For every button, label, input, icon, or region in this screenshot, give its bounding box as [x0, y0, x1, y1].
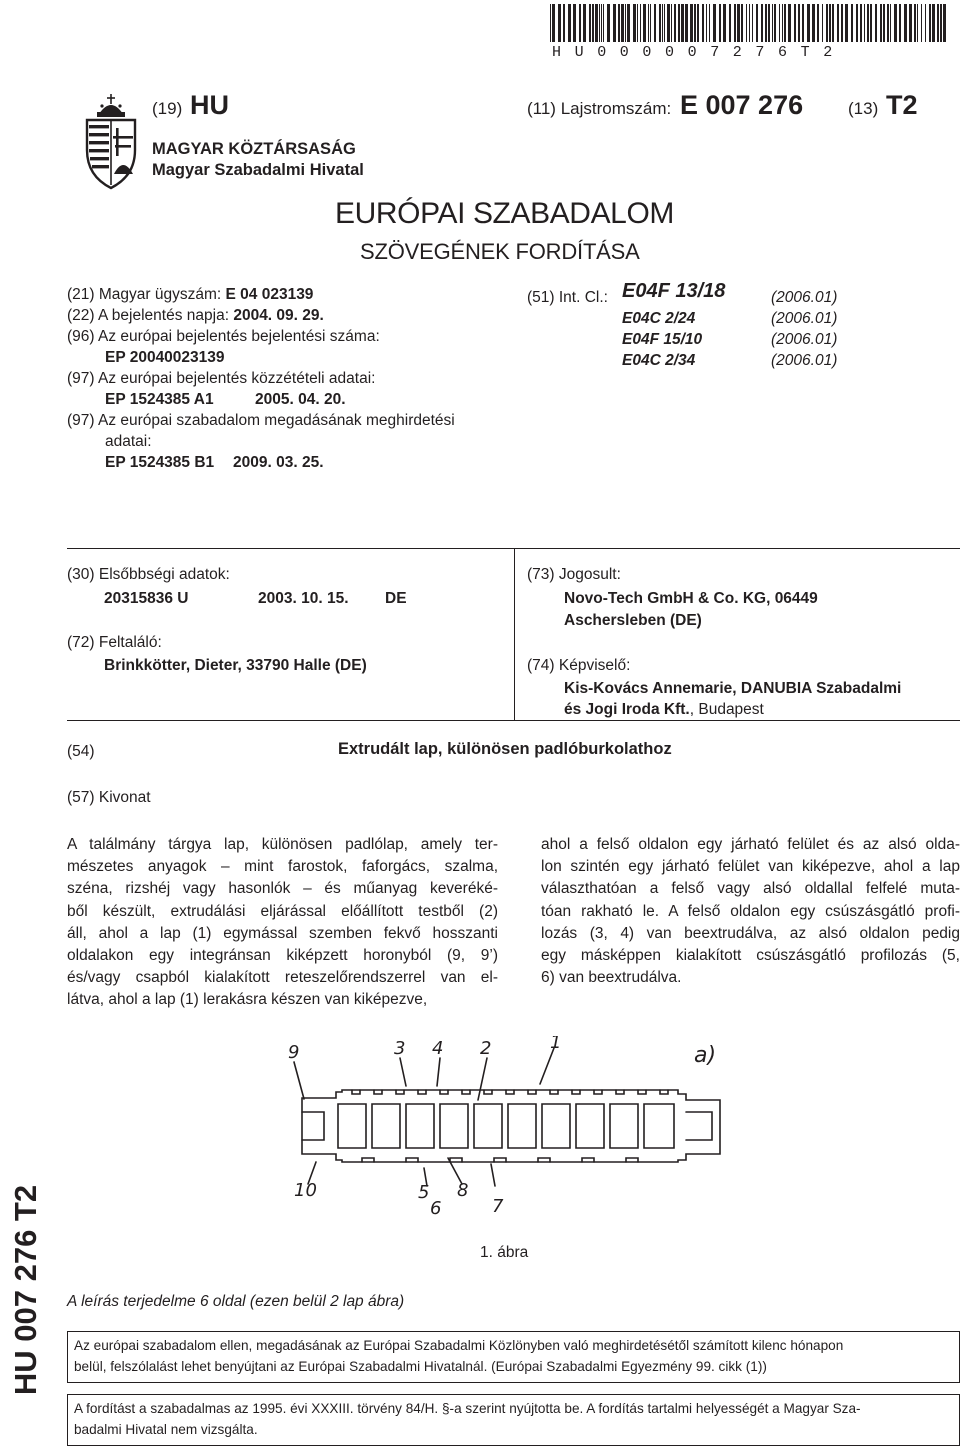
barcode-bar — [563, 4, 565, 42]
figure-view-label: a) — [694, 1043, 717, 1068]
barcode-bar — [719, 4, 721, 42]
figure-drawing — [282, 1036, 748, 1218]
barcode-bar — [909, 4, 912, 42]
org-office: Magyar Szabadalmi Hivatal — [152, 161, 364, 179]
barcode-bar — [887, 4, 889, 42]
figure-numeral: 7 — [492, 1196, 504, 1217]
abstract-line: lozás (3, 4) van beextrudálva, az alsó oldalon pedig — [541, 924, 960, 942]
abstract-line: ből készült, extrudálási eljárással előállított testből (2) — [67, 902, 498, 920]
barcode-bar — [659, 4, 661, 42]
abstract-label: (57) Kivonat — [67, 789, 151, 806]
figure-numeral: 6 — [430, 1198, 442, 1218]
barcode-bar — [845, 4, 848, 42]
barcode-bar — [613, 4, 616, 42]
ipc-date-4: (2006.01) — [771, 352, 838, 369]
barcode-bar — [573, 4, 576, 42]
barcode-bar — [756, 4, 758, 42]
barcode-bar — [618, 4, 620, 42]
ipc-code-1: E04F 13/18 — [622, 280, 726, 302]
figure-numeral: 5 — [418, 1182, 430, 1203]
barcode-bar — [914, 4, 916, 42]
barcode-bar — [603, 4, 604, 42]
figure-numeral: 3 — [394, 1038, 406, 1059]
barcode-bar — [782, 4, 783, 42]
barcode-bar — [837, 4, 839, 42]
barcode-bar — [899, 4, 901, 42]
barcode-bar — [558, 4, 561, 42]
figure-numeral: 10 — [294, 1180, 317, 1201]
org-country: MAGYAR KÖZTÁRSASÁG — [152, 140, 356, 158]
barcode-bar — [917, 4, 918, 42]
barcode-text: HU000007276T2 — [552, 44, 846, 61]
barcode — [548, 4, 948, 42]
barcode-bar — [937, 4, 939, 42]
barcode-bar — [678, 4, 680, 42]
barcode-bar — [674, 4, 676, 42]
representative-line-2 — [564, 699, 764, 720]
barcode-bar — [589, 4, 591, 42]
figure-numeral: 1 — [550, 1036, 562, 1053]
barcode-bar — [870, 4, 872, 42]
barcode-bar — [671, 4, 672, 42]
abstract-line: látva, ahol a lap (1) lerakásra készen van kiképezve, — [67, 991, 428, 1009]
barcode-bar — [822, 4, 823, 42]
barcode-bar — [633, 4, 636, 42]
abstract-line: egy másképpen kialakított csúszásgátló profilozás (5, — [541, 947, 960, 965]
barcode-bar — [817, 4, 819, 42]
barcode-bar — [772, 4, 773, 42]
barcode-bar — [867, 4, 869, 42]
side-document-number: HU 007 276 T2 — [8, 1184, 43, 1396]
representative-label: (74) Képviselő: — [527, 657, 631, 674]
figure-numeral: 2 — [480, 1038, 492, 1059]
ep-grant-number: EP 1524385 B1 — [105, 454, 215, 471]
barcode-bar — [826, 4, 828, 42]
barcode-bar — [690, 4, 693, 42]
barcode-bar — [890, 4, 891, 42]
abstract-line: széna, rizshéj vagy hasonlók – és műanyag keveréké- — [67, 880, 498, 898]
representative-line-1: Kis-Kovács Annemarie, DANUBIA Szabadalmi — [564, 680, 902, 697]
figure-numeral: 9 — [288, 1042, 300, 1063]
barcode-bar — [729, 4, 731, 42]
footer-line: belül, felszólalást lehet benyújtani az Európai Szabadalmi Hivatalnál. (Európai Szabadalmi Egyezmény 99. cikk (1)) — [74, 1359, 767, 1374]
figure-numeral: 8 — [457, 1180, 469, 1201]
barcode-bar — [768, 4, 770, 42]
ipc-date-1: (2006.01) — [771, 289, 838, 306]
ipc-date-3: (2006.01) — [771, 331, 838, 348]
representative-firm: és Jogi Iroda Kft. — [564, 701, 690, 718]
column-divider — [514, 548, 515, 720]
barcode-bar — [798, 4, 800, 42]
priority-label: (30) Elsőbbségi adatok: — [67, 566, 230, 583]
representative-city: , Budapest — [689, 701, 764, 718]
barcode-bar — [832, 4, 834, 42]
barcode-bar — [552, 4, 555, 42]
priority-date: 2003. 10. 15. — [258, 590, 349, 607]
filing-date-row — [67, 305, 455, 326]
barcode-bar — [856, 4, 858, 42]
barcode-bar — [904, 4, 907, 42]
barcode-bar — [883, 4, 885, 42]
country-code: HU — [190, 90, 229, 120]
barcode-bar — [621, 4, 624, 42]
barcode-bar — [583, 4, 586, 42]
country-code-label: (19) — [152, 99, 183, 118]
abstract-column-right — [541, 834, 960, 989]
barcode-bar — [607, 4, 610, 42]
app-number-label: (21) Magyar ügyszám: — [67, 286, 222, 303]
figure-numeral: 4 — [432, 1038, 444, 1059]
barcode-bar — [662, 4, 663, 42]
footer-line: Az európai szabadalom ellen, megadásának az Európai Szabadalmi Közlönyben való meghirdetésétől számított kilenc hónapon — [74, 1338, 844, 1353]
app-number: E 04 023139 — [225, 286, 314, 303]
ep-grant-label-1: (97) Az európai szabadalom megadásának meghirdetési — [67, 412, 455, 429]
barcode-bar — [568, 4, 571, 42]
barcode-bar — [752, 4, 753, 42]
ipc-date-2: (2006.01) — [771, 310, 838, 327]
barcode-bar — [860, 4, 862, 42]
barcode-bar — [681, 4, 684, 42]
barcode-bar — [650, 4, 651, 42]
ipc-code-4: E04C 2/34 — [622, 352, 696, 369]
inventor-value: Brinkkötter, Dieter, 33790 Halle (DE) — [104, 657, 367, 674]
barcode-bar — [943, 4, 946, 42]
bibliographic-data — [67, 284, 455, 473]
opposition-notice — [67, 1331, 960, 1383]
priority-country: DE — [385, 590, 407, 607]
ipc-code-2: E04C 2/24 — [622, 310, 696, 327]
barcode-bar — [741, 4, 743, 42]
abstract-line: mészetes anyagok – mint farostok, faforgács, szalma, — [67, 858, 498, 876]
ep-grant-date: 2009. 03. 25. — [233, 454, 324, 471]
barcode-bar — [807, 4, 810, 42]
barcode-bar — [599, 4, 600, 42]
barcode-bar — [637, 4, 638, 42]
barcode-bar — [940, 4, 942, 42]
abstract-column-left — [67, 834, 498, 1012]
abstract-line: lon szintén egy járható felület van kiképezve, ahol a lap — [541, 858, 960, 876]
barcode-bar — [592, 4, 594, 42]
footer-line: badalmi Hivatal nem vizsgálta. — [74, 1422, 258, 1437]
registry-number-label: (11) Lajstromszám: — [527, 99, 672, 118]
barcode-bar — [794, 4, 796, 42]
document-subtitle: SZÖVEGÉNEK FORDÍTÁSA — [360, 239, 640, 264]
registry-number: E 007 276 — [680, 90, 804, 120]
barcode-bar — [851, 4, 853, 42]
document-title: EURÓPAI SZABADALOM — [335, 197, 674, 230]
filing-date: 2004. 09. 29. — [233, 307, 324, 324]
barcode-bar — [702, 4, 704, 42]
barcode-bar — [812, 4, 815, 42]
barcode-bar — [802, 4, 804, 42]
abstract-line: áll, ahol a lap (1) egymással szemben fekvő hosszanti — [67, 924, 498, 942]
barcode-bar — [595, 4, 598, 42]
filing-date-label: (22) A bejelentés napja: — [67, 307, 230, 324]
barcode-bar — [761, 4, 763, 42]
section-divider-bottom — [67, 720, 960, 721]
abstract-line: oldalakon egy integránsan kiképzett horonyból (9, 9’) — [67, 947, 498, 965]
translation-notice — [67, 1394, 960, 1446]
footer-line: A fordítást a szabadalmas az 1995. évi XXXIII. törvény 84/H. §-a szerint nyújtotta be. A fordítás tartalmi helyességét a Magyar Sza- — [74, 1401, 861, 1416]
barcode-bar — [925, 4, 926, 42]
priority-number: 20315836 U — [104, 590, 189, 607]
barcode-bar — [749, 4, 750, 42]
barcode-bar — [667, 4, 670, 42]
figure-caption: 1. ábra — [480, 1244, 529, 1261]
barcode-bar — [550, 4, 551, 42]
barcode-bar — [737, 4, 740, 42]
ipc-classification-label: (51) Int. Cl.: — [527, 289, 608, 306]
abstract-line: ahol a felső oldalon egy járható felület és az alsó olda- — [541, 836, 960, 853]
barcode-bar — [697, 4, 699, 42]
barcode-bar — [929, 4, 931, 42]
barcode-bar — [694, 4, 696, 42]
hungarian-coat-of-arms-icon — [82, 92, 140, 192]
barcode-bar — [709, 4, 710, 42]
barcode-bar — [648, 4, 649, 42]
barcode-bar — [746, 4, 747, 42]
proprietor-line-1: Novo-Tech GmbH & Co. KG, 06449 — [564, 590, 818, 607]
ep-pub-number: EP 1524385 A1 — [105, 391, 214, 408]
barcode-bar — [643, 4, 646, 42]
barcode-bar — [774, 4, 776, 42]
barcode-bar — [625, 4, 626, 42]
ep-pub-date: 2005. 04. 20. — [255, 391, 346, 408]
abstract-line: A találmány tárgya lap, különösen padlólap, amely ter- — [67, 836, 498, 853]
barcode-bar — [841, 4, 843, 42]
barcode-bar — [627, 4, 630, 42]
barcode-bar — [579, 4, 581, 42]
abstract-line: választhatóan a felső vagy alsó oldallal felfelé muta- — [541, 880, 960, 898]
app-number-row — [67, 284, 455, 305]
kind-code-label: (13) — [848, 99, 879, 118]
kind-code: T2 — [886, 90, 918, 120]
inventor-label: (72) Feltaláló: — [67, 634, 162, 651]
ep-app-number: EP 20040023139 — [105, 349, 225, 366]
barcode-bar — [864, 4, 865, 42]
ep-app-label: (96) Az európai bejelentés bejelentési száma: — [67, 328, 380, 345]
barcode-bar — [829, 4, 831, 42]
abstract-line: és/vagy csapból kialakított reteszelőrendszerrel van el- — [67, 969, 498, 987]
proprietor-label: (73) Jogosult: — [527, 566, 621, 583]
barcode-bar — [601, 4, 602, 42]
invention-title: Extrudált lap, különösen padlóburkolathoz — [338, 740, 672, 758]
barcode-bar — [894, 4, 897, 42]
ep-pub-label: (97) Az európai bejelentés közzétételi adatai: — [67, 370, 376, 387]
ep-pub-row — [67, 389, 455, 410]
barcode-bar — [932, 4, 935, 42]
barcode-bar — [880, 4, 882, 42]
barcode-bar — [713, 4, 716, 42]
ep-grant-row — [67, 452, 455, 473]
barcode-bar — [640, 4, 641, 42]
barcode-bar — [784, 4, 786, 42]
barcode-bar — [685, 4, 688, 42]
barcode-bar — [734, 4, 736, 42]
ipc-code-3: E04F 15/10 — [622, 331, 703, 348]
barcode-bar — [706, 4, 707, 42]
barcode-bar — [765, 4, 767, 42]
barcode-bar — [723, 4, 726, 42]
barcode-bar — [654, 4, 656, 42]
barcode-bar — [921, 4, 922, 42]
barcode-bar — [779, 4, 780, 42]
abstract-line: 6) van beextrudálva. — [541, 969, 682, 987]
title-label: (54) — [67, 743, 95, 760]
page-count-note: A leírás terjedelme 6 oldal (ezen belül 2 lap ábra) — [67, 1293, 405, 1310]
barcode-bar — [875, 4, 877, 42]
proprietor-line-2: Aschersleben (DE) — [564, 612, 702, 629]
barcode-bar — [664, 4, 665, 42]
abstract-line: tóan rakható le. A felső oldalon egy csúszásgátló profi- — [541, 902, 960, 920]
ep-grant-label-2: adatai: — [105, 433, 152, 450]
barcode-bar — [788, 4, 791, 42]
